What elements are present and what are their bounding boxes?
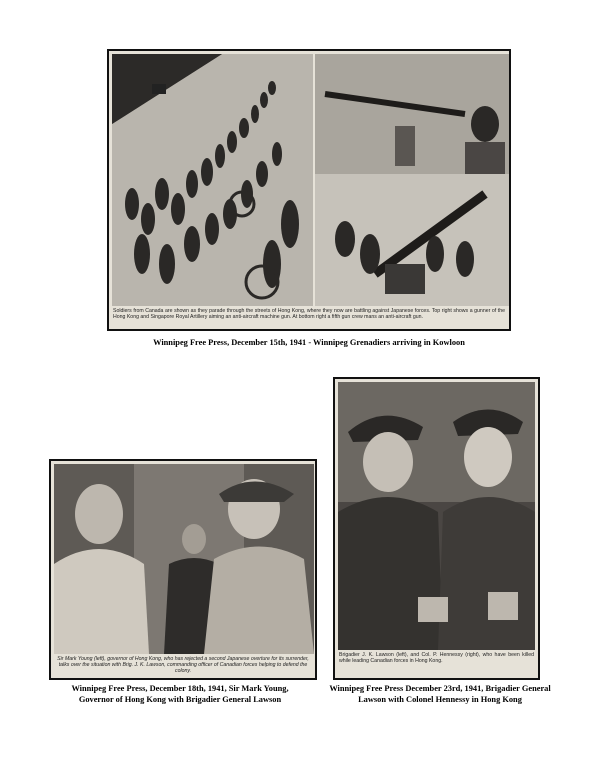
parade-image: [112, 54, 313, 306]
caption-december-18: [40, 684, 320, 705]
caption-line-2: Governor of Hong Kong with Brigadier General Lawson: [78, 694, 282, 704]
newspaper-clipping-parade: [107, 49, 511, 331]
newspaper-clipping-lawson-hennessy: [333, 377, 540, 680]
clipping-cutline: Brigadier J. K. Lawson (left), and Col. P. Hennessy (right), who have been killed while leading Canadian forces in Hong Kong.: [339, 652, 534, 665]
caption-december-15: [107, 338, 511, 349]
clipping-cutline: Sir Mark Young (left), governor of Hong Kong, who has rejected a second Japanese overture for its surrender, talks over the situation with Brig. J. K. Lawson, commanding officer of Canadian forces helping to defend the colony.: [57, 656, 309, 675]
caption-december-23: [322, 684, 558, 705]
clipping-cutline: Soldiers from Canada are shown as they parade through the streets of Hong Kong, where they now are battling against Japanese forces. Top right shows a gunner of the Hong Kong and Singapore Royal Artillery aiming an anti-aircraft machine gun. At bottom right a fifth gun crew mans an anti-aircraft gun.: [113, 308, 505, 321]
photo-anti-aircraft-gunners: [315, 54, 509, 306]
gunners-image: [315, 54, 509, 306]
caption-line: Winnipeg Free Press, December 15th, 1941 - Winnipeg Grenadiers arriving in Kowloon: [153, 338, 465, 347]
photo-soldiers-parade: [112, 54, 313, 306]
young-lawson-image: [54, 464, 314, 654]
photo-lawson-and-hennessy: [338, 382, 535, 650]
caption-line-1: Winnipeg Free Press December 23rd, 1941, Brigadier General: [329, 684, 551, 693]
newspaper-clipping-young-lawson: [49, 459, 317, 680]
photo-young-and-lawson: [54, 464, 314, 654]
caption-line-2: Lawson with Colonel Hennessy in Hong Kong: [358, 694, 522, 704]
lawson-hennessy-image: [338, 382, 535, 650]
caption-line-1: Winnipeg Free Press, December 18th, 1941, Sir Mark Young,: [71, 684, 289, 693]
